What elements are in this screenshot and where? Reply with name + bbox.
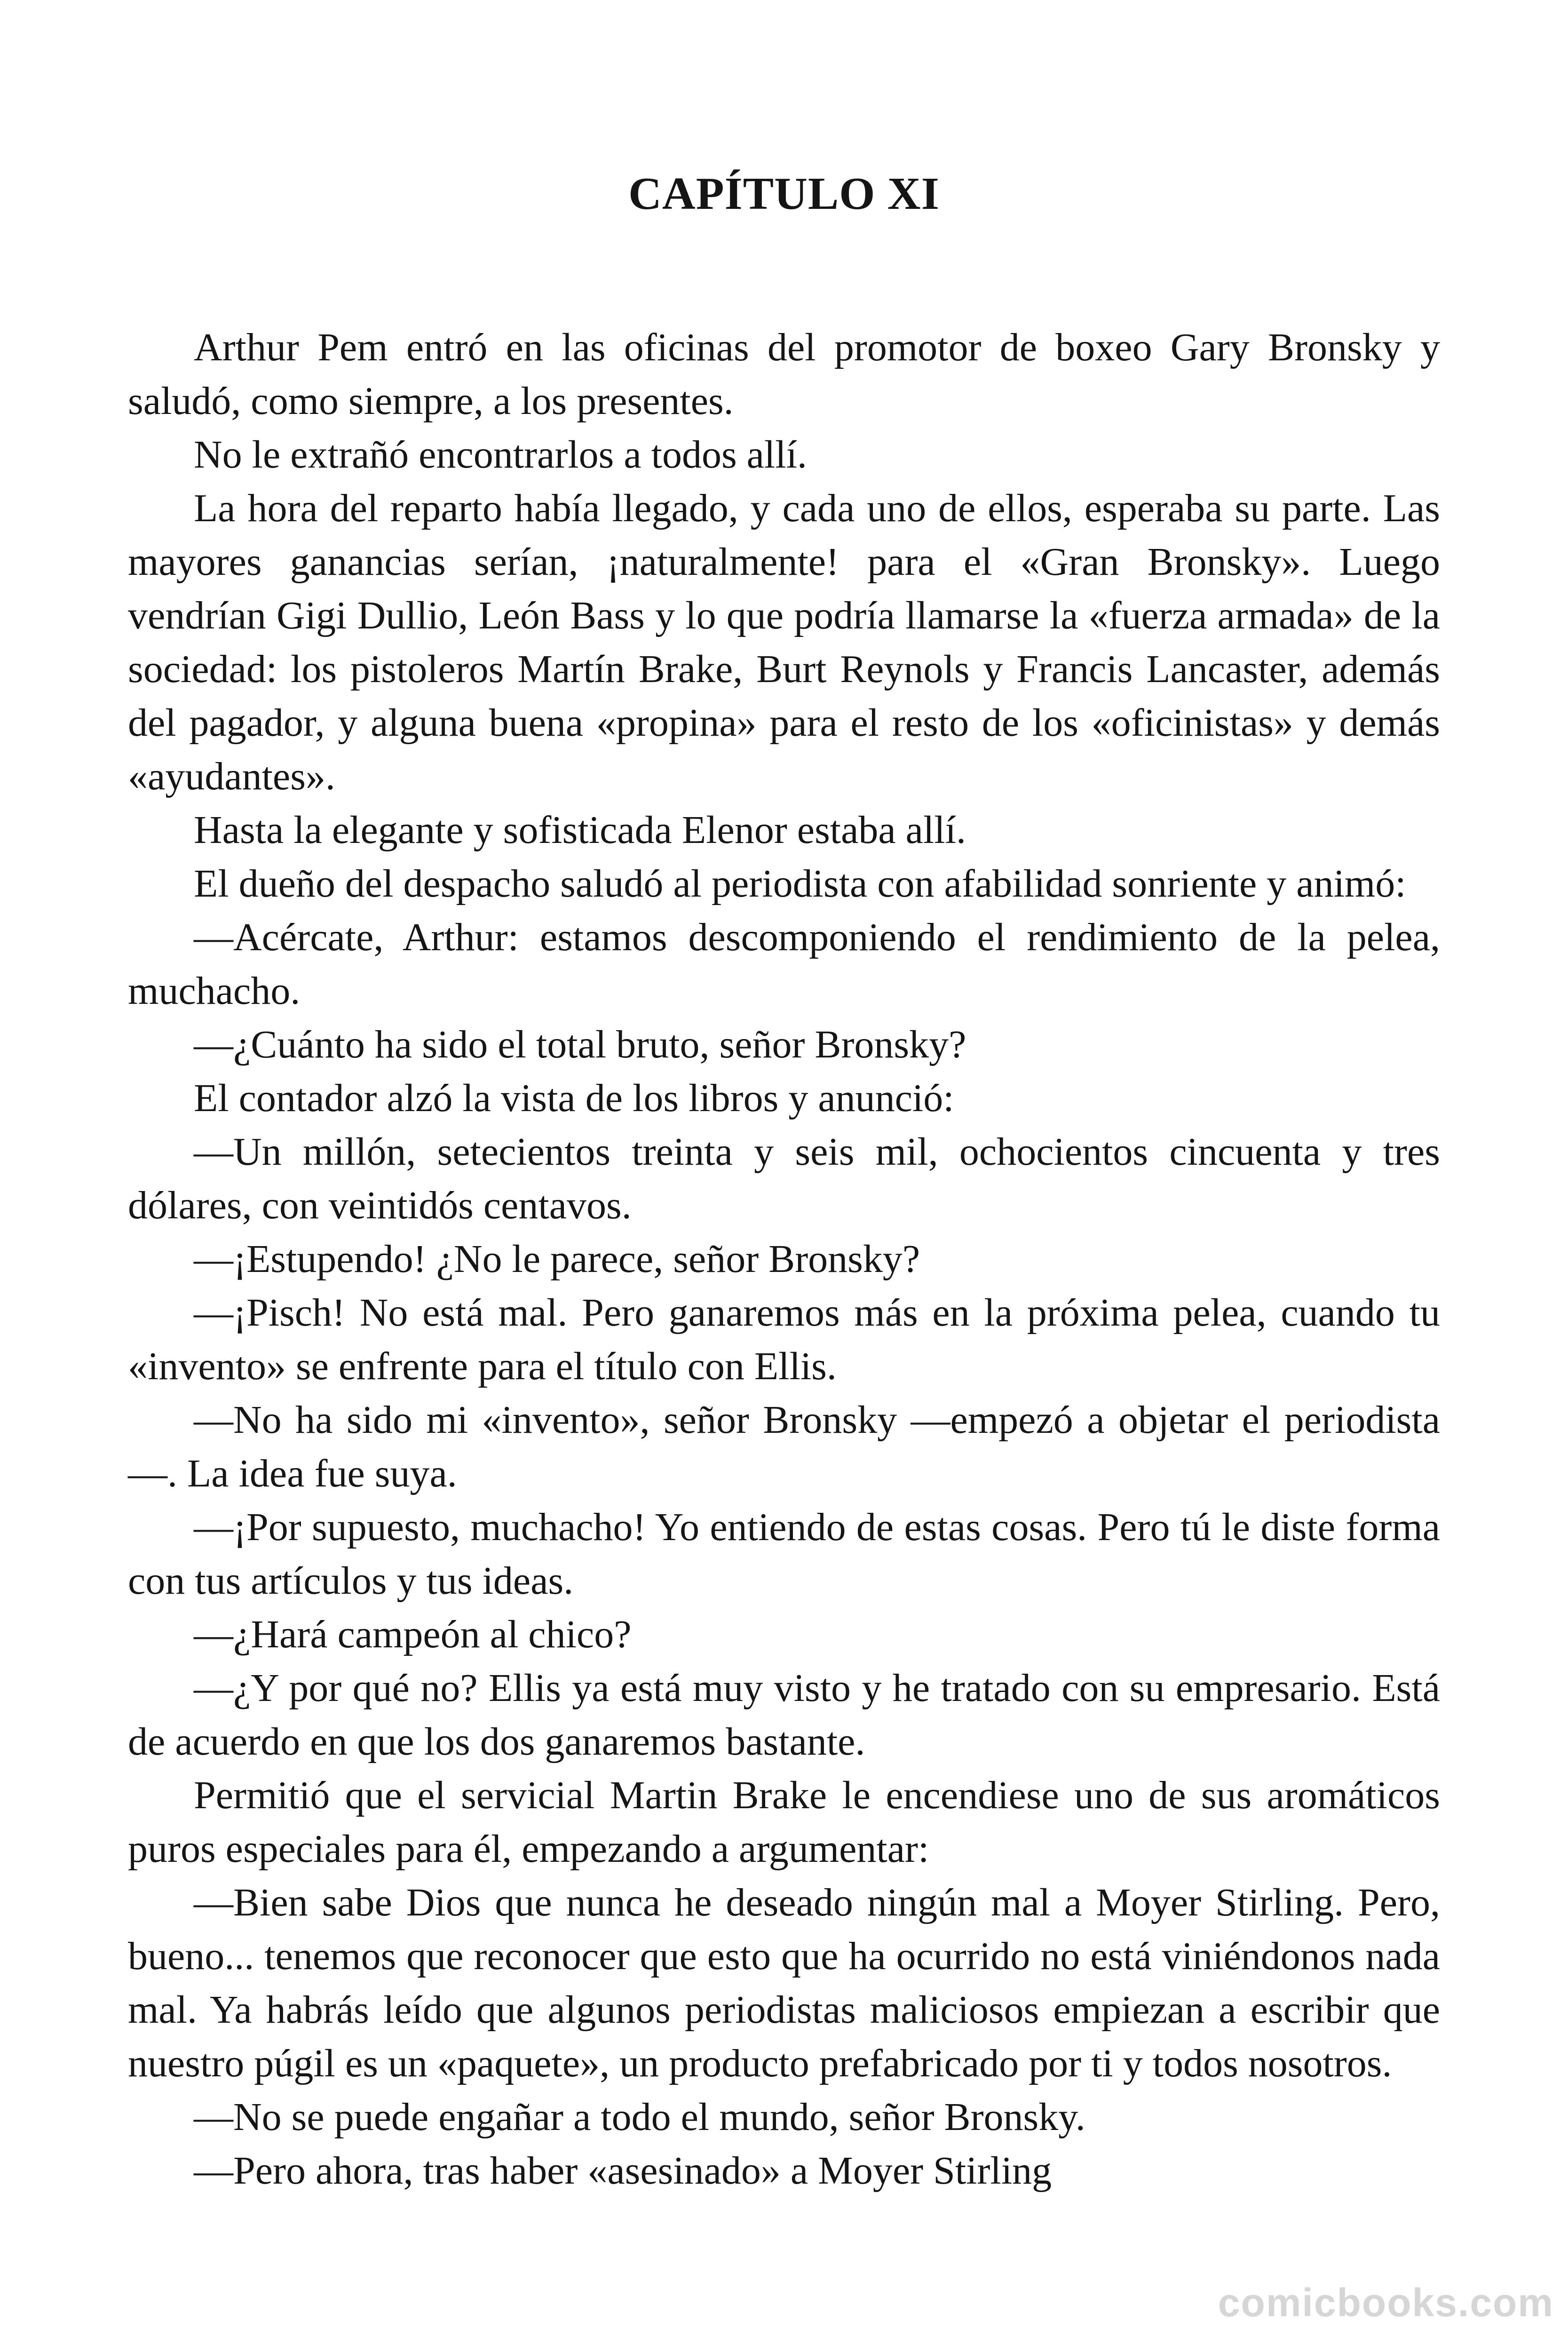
- paragraph: —¿Cuánto ha sido el total bruto, señor Bronsky?: [194, 1023, 966, 1066]
- paragraph: El contador alzó la vista de los libros y anunció:: [194, 1076, 954, 1120]
- paragraph: El dueño del despacho saludó al periodista con afabilidad sonriente y animó:: [194, 862, 1406, 906]
- paragraph: —¡Pisch! No está mal. Pero ganaremos más en la próxima pelea, cuando tu «invento» se enfrente para el título con Ellis.: [128, 1291, 1440, 1388]
- paragraph: Arthur Pem entró en las oficinas del promotor de boxeo Gary Bronsky y saludó, como siempre, a los presentes.: [128, 326, 1440, 423]
- paragraph: —¿Hará campeón al chico?: [194, 1613, 632, 1656]
- paragraph: —¿Y por qué no? Ellis ya está muy visto y he tratado con su empresario. Está de acuerdo en que los dos ganaremos bastante.: [128, 1666, 1440, 1764]
- chapter-body: [128, 321, 1440, 2198]
- paragraph: Hasta la elegante y sofisticada Elenor estaba allí.: [194, 808, 966, 852]
- paragraph: —Acércate, Arthur: estamos descomponiendo el rendimiento de la pelea, muchacho.: [128, 915, 1440, 1013]
- paragraph: —No ha sido mi «invento», señor Bronsky —empezó a objetar el periodista—. La idea fue suya.: [128, 1398, 1440, 1495]
- paragraph: La hora del reparto había llegado, y cada uno de ellos, esperaba su parte. Las mayores ganancias serían, ¡naturalmente! para el «Gran Bronsky». Luego vendrían Gigi Dullio, León Bass y lo que podría llamarse la «fuerza armada» de la sociedad: los pistoleros Martín Brake, Burt Reynols y Francis Lancaster, además del pagador, y alguna buena «propina» para el resto de los «oficinistas» y demás «ayudantes».: [128, 486, 1440, 798]
- watermark: comicbooks.com: [1218, 2280, 1554, 2325]
- chapter-title: CAPÍTULO XI: [628, 168, 940, 219]
- paragraph: —No se puede engañar a todo el mundo, señor Bronsky.: [194, 2095, 1085, 2139]
- paragraph: —Bien sabe Dios que nunca he deseado ningún mal a Moyer Stirling. Pero, bueno... tenemos que reconocer que esto que ha ocurrido no está viniéndonos nada mal. Ya habrás leído que algunos periodistas maliciosos empiezan a escribir que nuestro púgil es un «paquete», un producto prefabricado por ti y todos nosotros.: [128, 1881, 1440, 2085]
- paragraph: —Un millón, setecientos treinta y seis mil, ochocientos cincuenta y tres dólares, con veintidós centavos.: [128, 1130, 1440, 1227]
- paragraph: —¡Por supuesto, muchacho! Yo entiendo de estas cosas. Pero tú le diste forma con tus artículos y tus ideas.: [128, 1505, 1440, 1603]
- paragraph: —¡Estupendo! ¿No le parece, señor Bronsky?: [194, 1237, 920, 1281]
- paragraph: —Pero ahora, tras haber «asesinado» a Moyer Stirling: [194, 2149, 1052, 2193]
- paragraph: No le extrañó encontrarlos a todos allí.: [194, 433, 807, 477]
- paragraph: Permitió que el servicial Martin Brake le encendiese uno de sus aromáticos puros especiales para él, empezando a argumentar:: [128, 1773, 1440, 1871]
